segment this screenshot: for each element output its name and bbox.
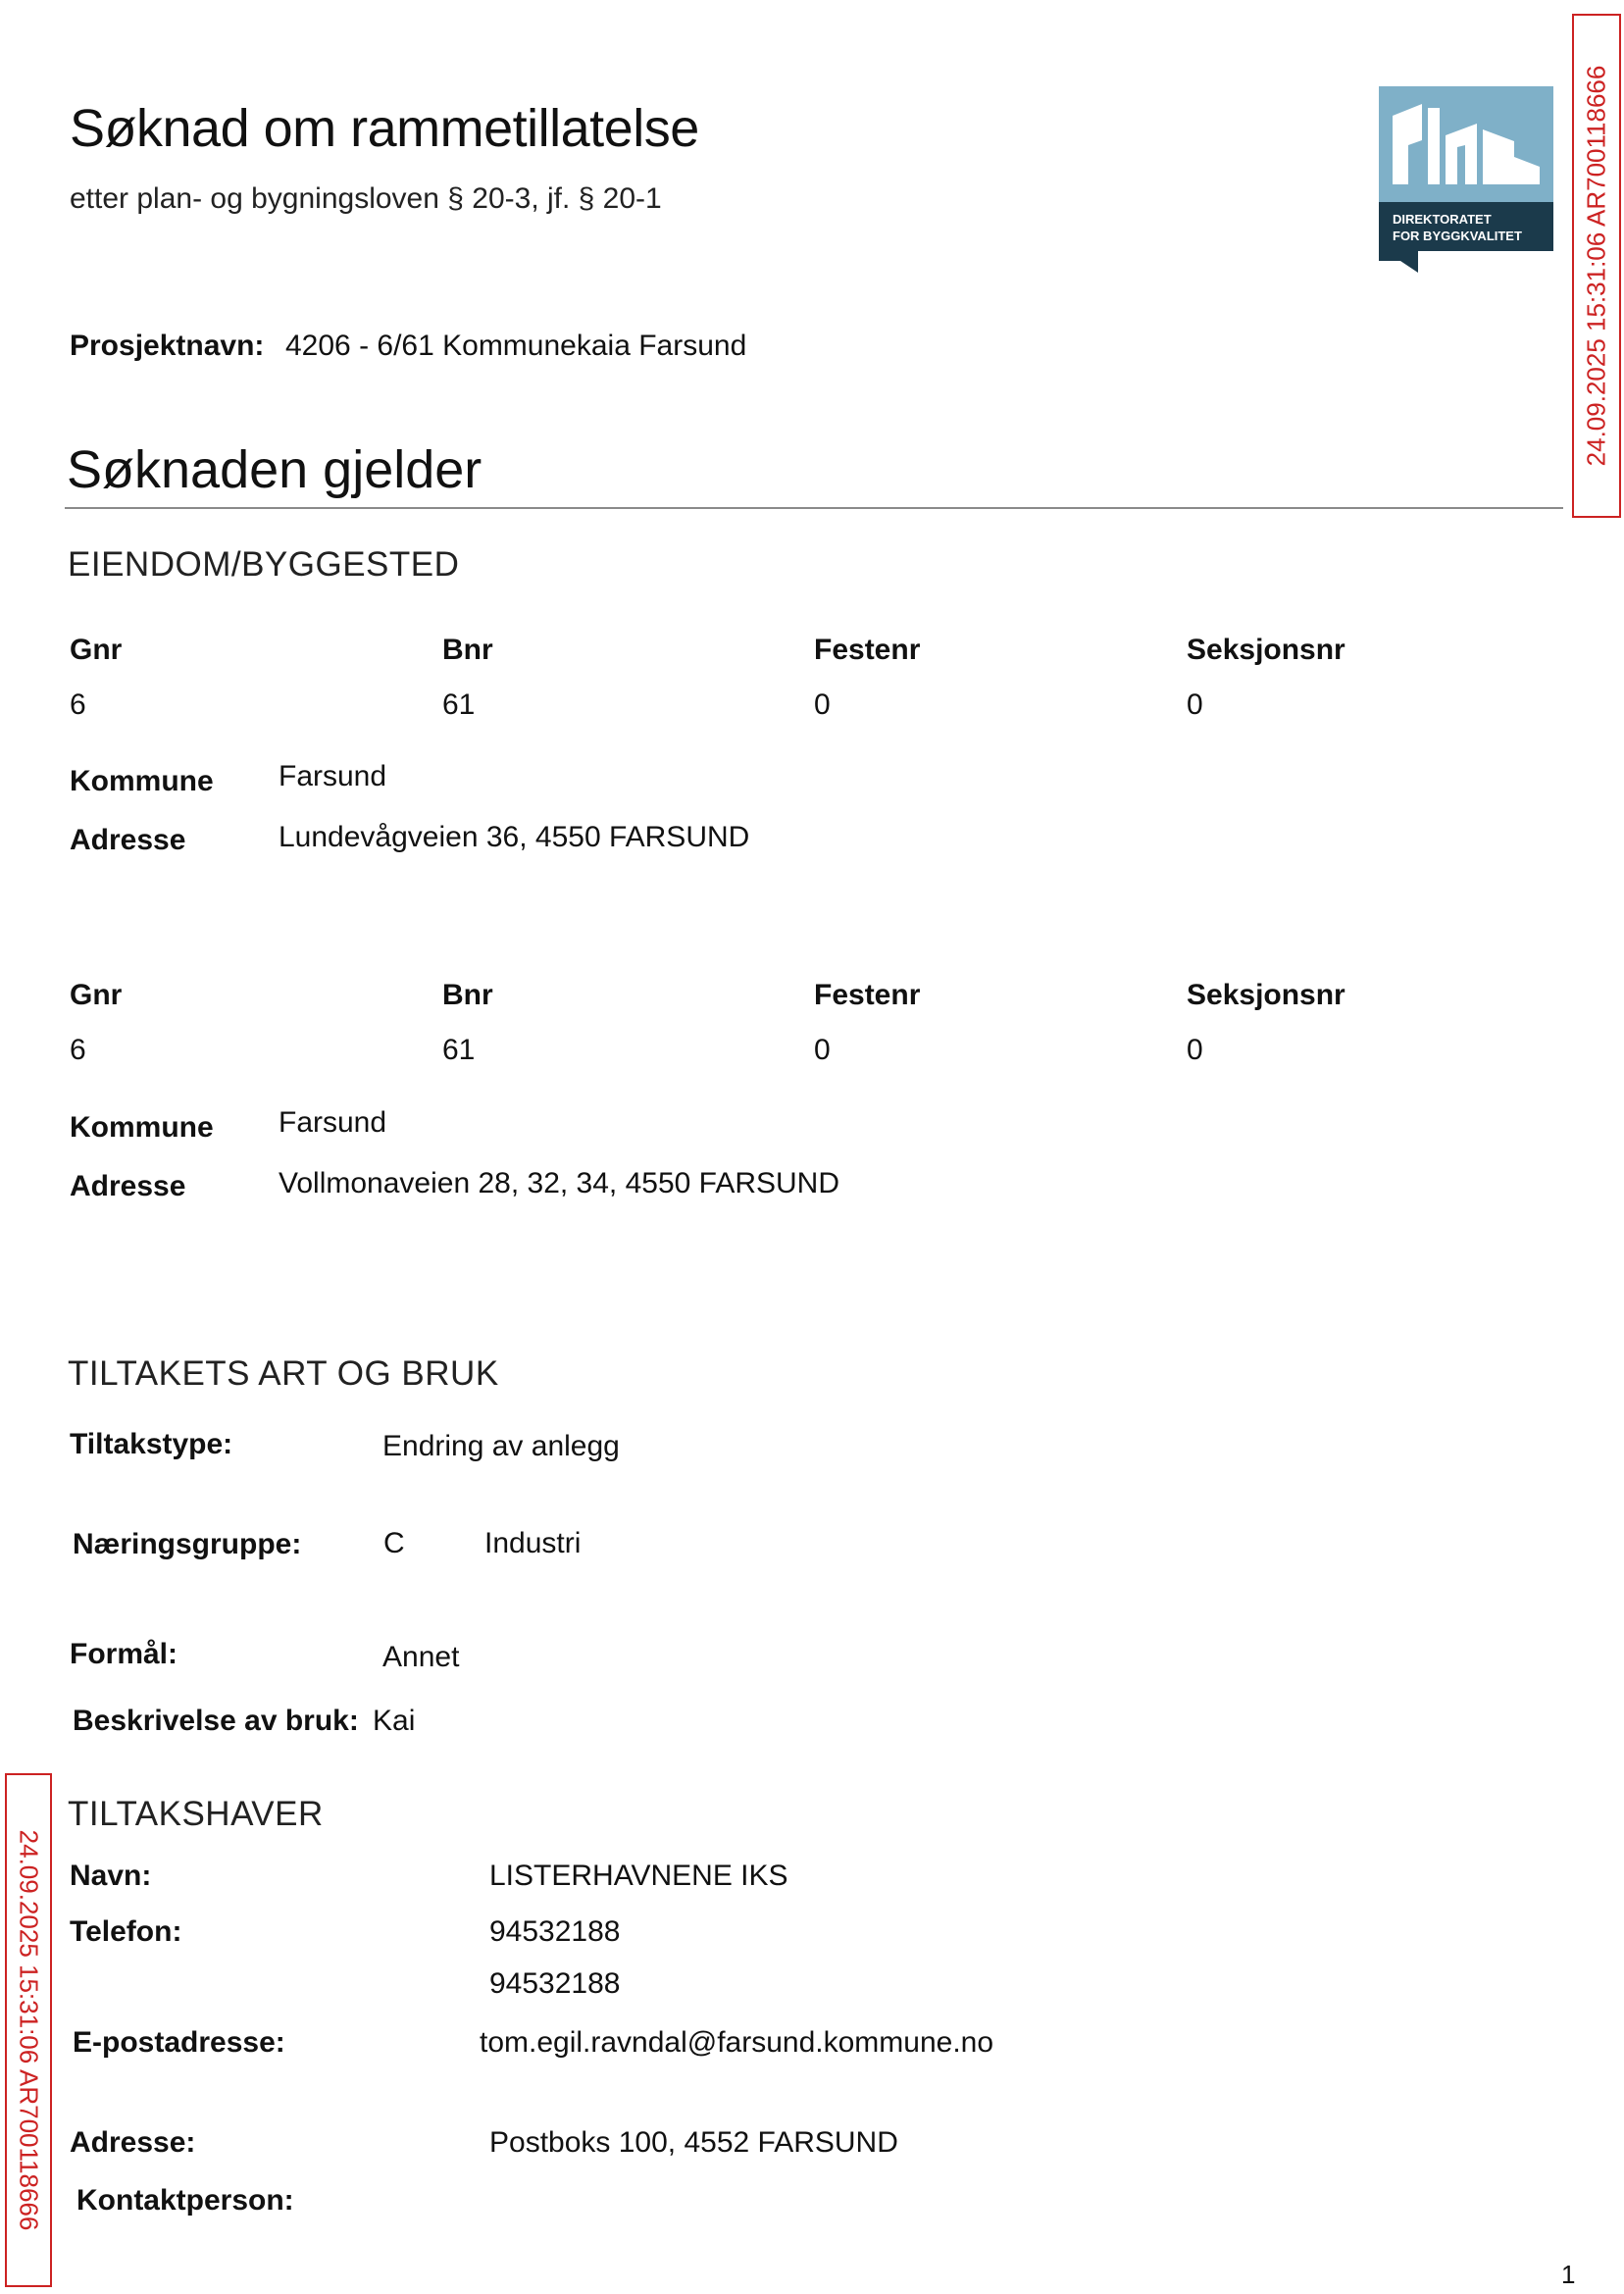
- adresse-label: Adresse: [70, 1170, 186, 1202]
- bnr-label: Bnr: [442, 979, 493, 1011]
- adresse-value: Vollmonaveien 28, 32, 34, 4550 FARSUND: [279, 1167, 840, 1199]
- adresse-label: Adresse: [70, 824, 186, 856]
- bnr-value: 61: [442, 688, 476, 721]
- navn-value: LISTERHAVNENE IKS: [489, 1860, 788, 1892]
- receipt-stamp-top-text: 24.09.2025 15:31:06 AR700118666: [1581, 65, 1611, 467]
- section-title: Søknaden gjelder: [67, 440, 482, 499]
- kommune-label: Kommune: [70, 765, 214, 797]
- beskrivelse-value: Kai: [373, 1705, 416, 1737]
- seksjonsnr-value: 0: [1187, 688, 1203, 721]
- project-name-value: 4206 - 6/61 Kommunekaia Farsund: [285, 330, 747, 362]
- beskrivelse-label: Beskrivelse av bruk:: [73, 1705, 359, 1737]
- kommune-value: Farsund: [279, 760, 387, 792]
- kontaktperson-label: Kontaktperson:: [76, 2184, 294, 2217]
- receipt-stamp-top: [1572, 14, 1621, 518]
- festenr-value: 0: [814, 1034, 831, 1066]
- telefon-value-secondary: 94532188: [489, 1967, 621, 2000]
- logo-flag: [1379, 251, 1418, 273]
- receipt-stamp-bottom-text: 24.09.2025 15:31:06 AR700118666: [14, 1829, 44, 2231]
- bnr-value: 61: [442, 1034, 476, 1066]
- section-divider: [65, 507, 1563, 509]
- gnr-label: Gnr: [70, 979, 123, 1011]
- tiltakshaver-adresse-label: Adresse:: [70, 2126, 196, 2159]
- telefon-value: 94532188: [489, 1915, 621, 1948]
- seksjonsnr-value: 0: [1187, 1034, 1203, 1066]
- document-subtitle: etter plan- og bygningsloven § 20-3, jf. § 20-1: [70, 182, 662, 215]
- festenr-label: Festenr: [814, 979, 921, 1011]
- seksjonsnr-label: Seksjonsnr: [1187, 979, 1345, 1011]
- project-name-label: Prosjektnavn:: [70, 330, 265, 362]
- epost-label: E-postadresse:: [73, 2026, 285, 2059]
- receipt-stamp-bottom: [5, 1773, 52, 2287]
- telefon-label: Telefon:: [70, 1915, 182, 1948]
- tiltakstype-value: Endring av anlegg: [382, 1430, 620, 1462]
- dibk-logo: [1379, 86, 1553, 273]
- seksjonsnr-label: Seksjonsnr: [1187, 634, 1345, 666]
- tiltakstype-label: Tiltakstype:: [70, 1428, 233, 1460]
- page-number: 1: [1561, 2260, 1576, 2289]
- navn-label: Navn:: [70, 1860, 152, 1892]
- logo-text-line2: FOR BYGGKVALITET: [1393, 229, 1522, 243]
- logo-text-line1: DIREKTORATET: [1393, 212, 1492, 227]
- logo-building-2: [1428, 108, 1440, 184]
- logo-dark-block: [1379, 202, 1553, 251]
- gnr-value: 6: [70, 1034, 86, 1066]
- document-title: Søknad om rammetillatelse: [70, 99, 699, 158]
- naeringsgruppe-value: Industri: [484, 1527, 582, 1559]
- kommune-value: Farsund: [279, 1106, 387, 1139]
- tiltakshaver-heading: TILTAKSHAVER: [68, 1795, 324, 1833]
- formal-value: Annet: [382, 1641, 460, 1673]
- tiltak-heading: TILTAKETS ART OG BRUK: [68, 1354, 499, 1393]
- naeringsgruppe-code: C: [383, 1527, 405, 1559]
- tiltakshaver-adresse-value: Postboks 100, 4552 FARSUND: [489, 2126, 898, 2159]
- festenr-value: 0: [814, 688, 831, 721]
- property-heading: EIENDOM/BYGGESTED: [68, 545, 460, 584]
- adresse-value: Lundevågveien 36, 4550 FARSUND: [279, 821, 750, 853]
- festenr-label: Festenr: [814, 634, 921, 666]
- formal-label: Formål:: [70, 1638, 178, 1670]
- kommune-label: Kommune: [70, 1111, 214, 1144]
- gnr-value: 6: [70, 688, 86, 721]
- naeringsgruppe-label: Næringsgruppe:: [73, 1528, 302, 1560]
- bnr-label: Bnr: [442, 634, 493, 666]
- epost-value: tom.egil.ravndal@farsund.kommune.no: [480, 2026, 994, 2059]
- gnr-label: Gnr: [70, 634, 123, 666]
